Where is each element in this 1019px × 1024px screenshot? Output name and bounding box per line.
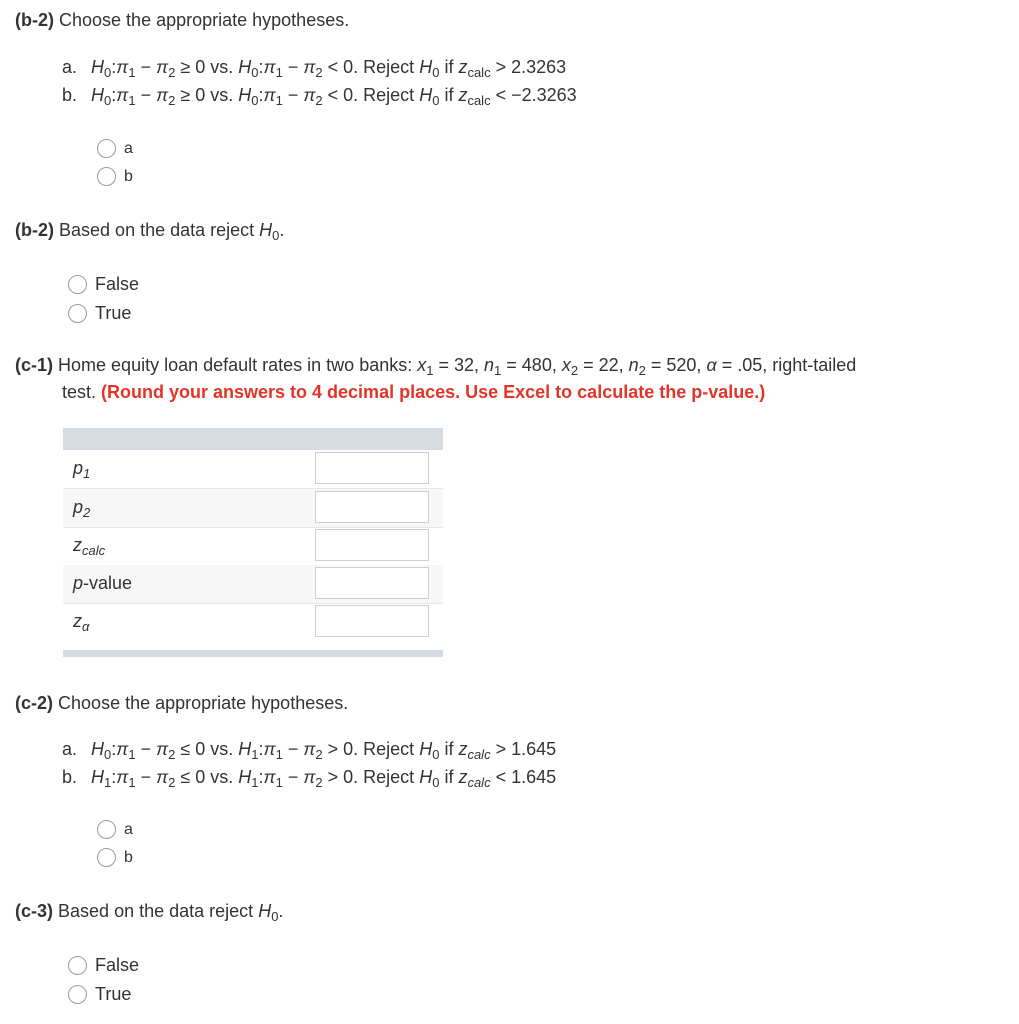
b2-radio-b[interactable]: b <box>97 167 133 186</box>
answer-table-header <box>63 428 443 450</box>
table-row-p-value <box>63 565 443 603</box>
row-label: $z_{calc}$ <box>73 535 106 558</box>
c3-radio-true[interactable]: True <box>68 984 131 1005</box>
radio-button[interactable] <box>68 275 87 294</box>
c3-radio-false[interactable]: False <box>68 955 139 976</box>
table-row-p2 <box>63 489 443 527</box>
c2-radio-b[interactable]: b <box>97 848 133 867</box>
z-alpha-input[interactable] <box>315 605 429 637</box>
table-row-z-alpha <box>63 603 443 641</box>
answer-table-footer <box>63 650 443 657</box>
p1-input[interactable] <box>315 452 429 484</box>
radio-button[interactable] <box>68 956 87 975</box>
p-value-input[interactable] <box>315 567 429 599</box>
b2-hypothesis-option-a: a. $H_0:\pi_1 - \pi_2 \ge 0$ vs. $H_0:\pi_1 - \pi_2 < 0$. Reject $H_0$ if $z_{calc} > 2.3263$ <box>62 57 567 80</box>
b2-hypothesis-option-b: b. $H_0:\pi_1 - \pi_2 \ge 0$ vs. $H_0:\pi_1 - \pi_2 < 0$. Reject $H_0$ if $z_{calc} < -2.3263$ <box>62 85 577 108</box>
b2-radio-false[interactable]: False <box>68 274 139 295</box>
row-label: p-value <box>73 573 133 593</box>
b2-question-heading <box>15 10 349 31</box>
table-row-p1 <box>63 450 443 488</box>
radio-button[interactable] <box>97 848 116 867</box>
radio-button[interactable] <box>68 985 87 1004</box>
c2-hypothesis-option-b: b. $H_1:\pi_1 - \pi_2 \le 0$ vs. $H_1:\pi_1 - \pi_2 > 0$. Reject $H_0$ if $z_{calc} < 1.645$ <box>62 767 557 790</box>
row-label: $z_\alpha$ <box>73 611 90 634</box>
radio-button[interactable] <box>97 167 116 186</box>
row-label: $p_1$ <box>73 458 91 481</box>
radio-button[interactable] <box>97 139 116 158</box>
radio-button[interactable] <box>97 820 116 839</box>
question-text: Choose the appropriate hypotheses. <box>59 10 350 30</box>
c1-question-heading: (c-1) Home equity loan default rates in two banks: $x_1 = 32$, $n_1 = 480$, $x_2 = 22$, $n_2 = 520$, α = .05, right-tailed <box>15 355 857 378</box>
zcalc-input[interactable] <box>315 529 429 561</box>
question-tag: (b-2) <box>15 10 54 30</box>
c3-reject-heading: (c-3) Based on the data reject $H_0$. <box>15 901 284 924</box>
c2-hypothesis-option-a: a. $H_0:\pi_1 - \pi_2 \le 0$ vs. $H_1:\pi_1 - \pi_2 > 0$. Reject $H_0$ if $z_{calc} > 1.645$ <box>62 739 557 762</box>
c1-question-continuation: test. (Round your answers to 4 decimal places. Use Excel to calculate the p-value.) <box>62 382 766 402</box>
b2-radio-a[interactable]: a <box>97 139 133 158</box>
c2-question-heading: (c-2) Choose the appropriate hypotheses. <box>15 693 349 713</box>
b2-reject-heading: (b-2) Based on the data reject $H_0$. <box>15 220 285 243</box>
radio-button[interactable] <box>68 304 87 323</box>
table-row-zcalc <box>63 527 443 565</box>
row-label: $p_2$ <box>73 497 91 520</box>
b2-radio-true[interactable]: True <box>68 303 131 324</box>
p2-input[interactable] <box>315 491 429 523</box>
c2-radio-a[interactable]: a <box>97 820 133 839</box>
instruction-text: (Round your answers to 4 decimal places. Use Excel to calculate the p-value.) <box>101 382 766 402</box>
